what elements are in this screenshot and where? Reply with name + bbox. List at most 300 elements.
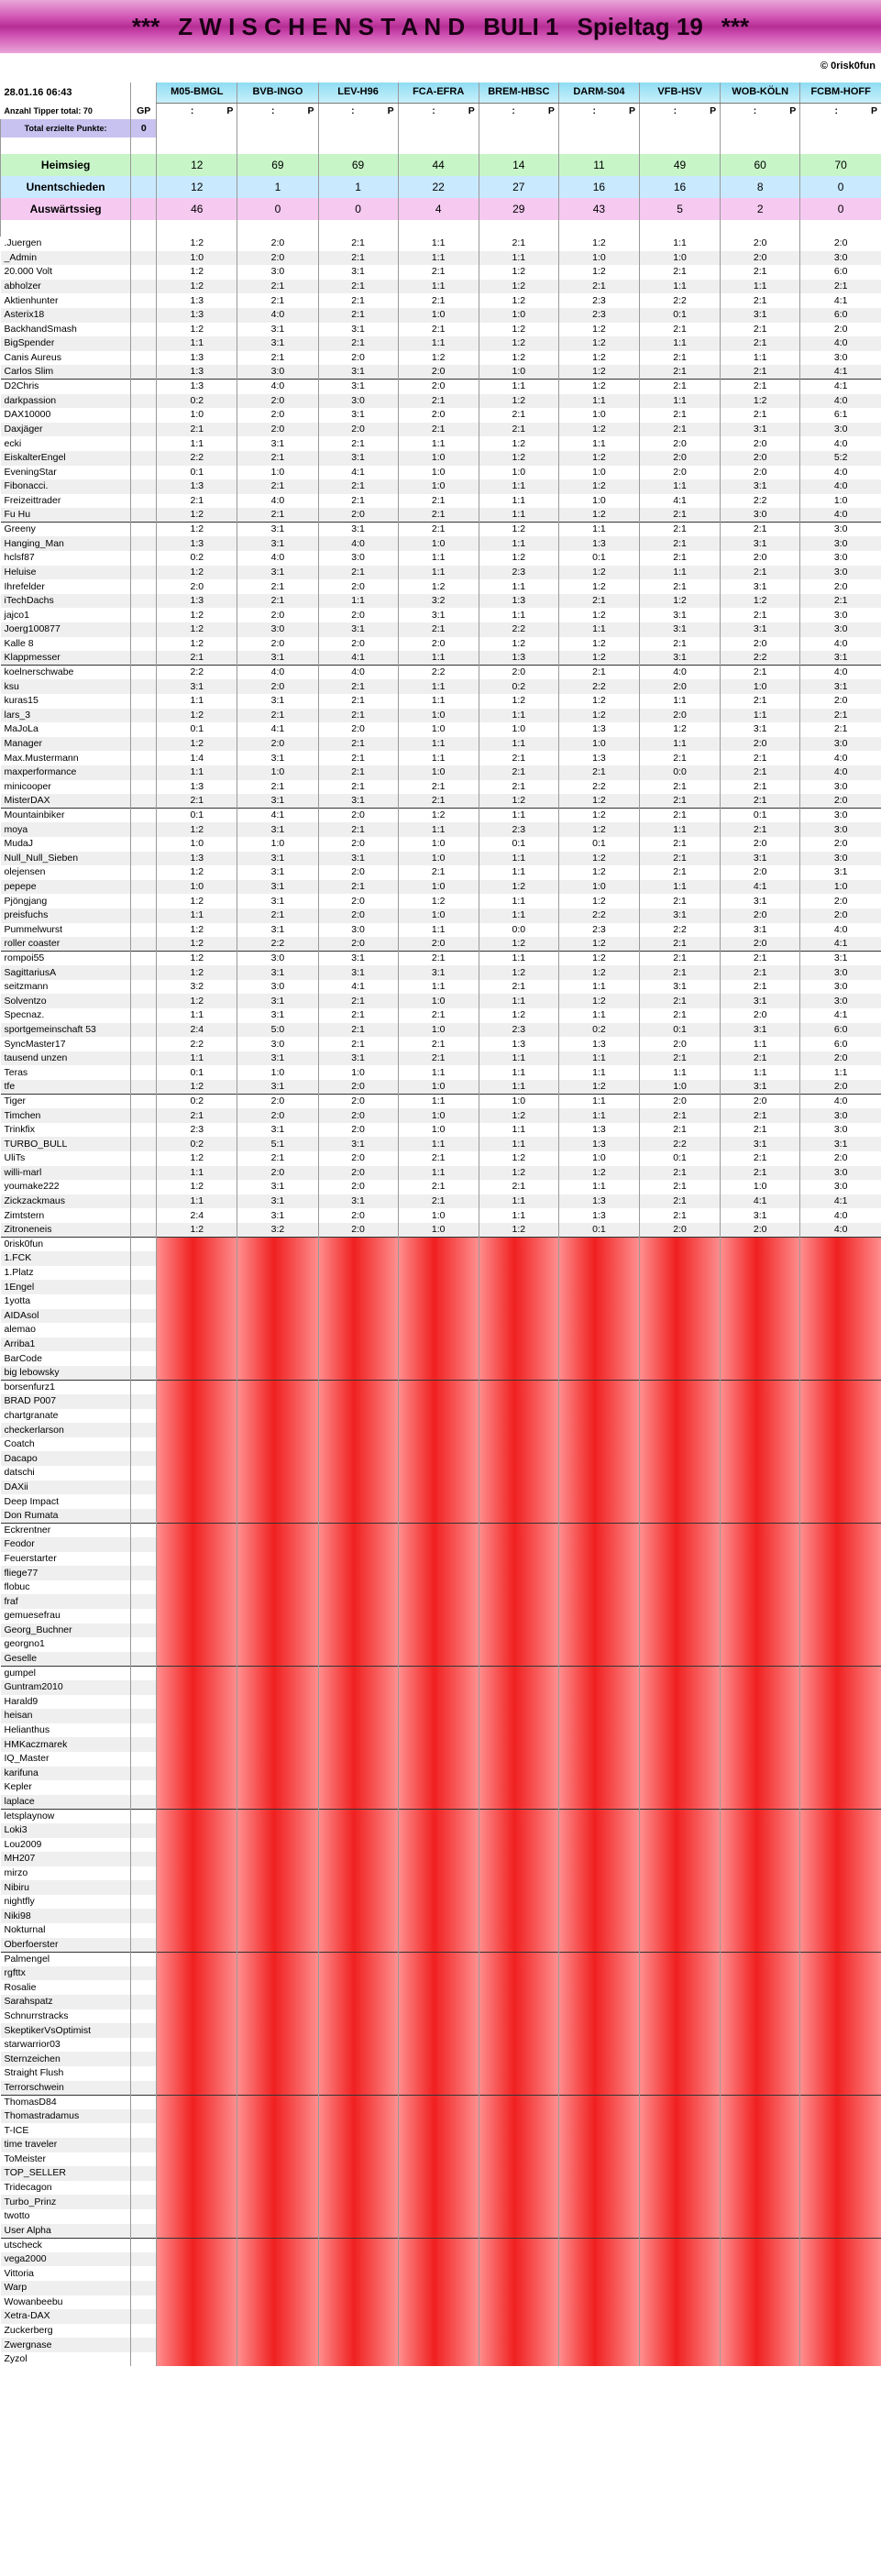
hidden-tip-cell xyxy=(558,1838,639,1853)
player-tip: 2:1 xyxy=(640,952,721,966)
hidden-tip-cell xyxy=(479,1523,558,1537)
hidden-tip-cell xyxy=(640,1980,721,1995)
player-tip: 3:1 xyxy=(318,1137,398,1151)
hidden-tip-cell xyxy=(558,2309,639,2324)
player-name: moya xyxy=(1,822,131,837)
hidden-tip-cell xyxy=(558,1338,639,1352)
hidden-tip-cell xyxy=(800,2195,881,2209)
hidden-tip-cell xyxy=(318,2166,398,2181)
player-tip: 1:2 xyxy=(157,566,237,580)
player-tip: 1:2 xyxy=(157,923,237,938)
player-gp xyxy=(131,1637,157,1652)
hidden-tip-cell xyxy=(640,1823,721,1838)
hidden-tip-cell xyxy=(398,1238,479,1252)
tip-points-header xyxy=(237,103,318,119)
player-tip: 1:2 xyxy=(479,1108,558,1123)
player-row xyxy=(1,394,881,409)
player-gp xyxy=(131,1238,157,1252)
hidden-tip-cell xyxy=(721,1366,800,1381)
spacer xyxy=(558,220,639,237)
hidden-tip-cell xyxy=(398,1609,479,1624)
player-tip: 0:2 xyxy=(157,1137,237,1151)
player-tip: 4:0 xyxy=(318,666,398,680)
hidden-tip-cell xyxy=(640,1351,721,1366)
player-row-hidden xyxy=(1,1451,881,1466)
hidden-tip-cell xyxy=(721,1866,800,1881)
player-name: Klappmesser xyxy=(1,651,131,666)
player-tip: 2:1 xyxy=(318,880,398,895)
hidden-tip-cell xyxy=(558,2295,639,2310)
hidden-tip-cell xyxy=(157,2338,237,2352)
hidden-tip-cell xyxy=(558,1251,639,1266)
player-tip: 1:0 xyxy=(398,479,479,494)
hidden-tip-cell xyxy=(398,1451,479,1466)
hidden-tip-cell xyxy=(558,1752,639,1767)
player-gp xyxy=(131,2224,157,2239)
player-name: minicooper xyxy=(4,780,51,792)
player-gp xyxy=(131,1451,157,1466)
player-tip: 2:0 xyxy=(398,637,479,652)
hidden-tip-cell xyxy=(721,2352,800,2367)
player-tip: 2:1 xyxy=(721,608,800,622)
player-tip: 3:1 xyxy=(237,436,318,451)
hidden-tip-cell xyxy=(318,1423,398,1437)
player-tip: 1:1 xyxy=(398,566,479,580)
spacer xyxy=(558,138,639,154)
hidden-tip-cell xyxy=(318,2095,398,2109)
hidden-tip-cell xyxy=(237,2095,318,2109)
player-tip: 1:0 xyxy=(237,466,318,480)
player-tip: 1:1 xyxy=(721,1037,800,1051)
hidden-tip-cell xyxy=(558,1966,639,1981)
player-gp xyxy=(131,1624,157,1638)
player-tip: 2:1 xyxy=(479,408,558,423)
player-tip: 4:0 xyxy=(640,666,721,680)
player-gp xyxy=(131,1880,157,1895)
hidden-tip-cell xyxy=(800,2238,881,2252)
player-tip: 4:0 xyxy=(318,536,398,551)
hidden-tip-cell xyxy=(398,1481,479,1495)
player-row xyxy=(1,809,881,823)
hidden-tip-cell xyxy=(479,1680,558,1695)
player-tip: 1:0 xyxy=(237,1065,318,1080)
player-tip: 2:1 xyxy=(721,980,800,995)
player-gp xyxy=(131,880,157,895)
hidden-tip-cell xyxy=(398,1880,479,1895)
player-name: Harald9 xyxy=(4,1695,39,1707)
game-header: VFB-HSV xyxy=(640,83,721,103)
player-tip: 1:2 xyxy=(558,952,639,966)
hidden-tip-cell xyxy=(398,1309,479,1324)
player-tip: 1:1 xyxy=(558,394,639,409)
player-gp xyxy=(131,1938,157,1953)
player-row xyxy=(1,737,881,752)
player-name: gemuesefrau xyxy=(4,1610,61,1622)
hidden-tip-cell xyxy=(558,1537,639,1552)
stats-row xyxy=(1,154,881,176)
player-tip: 2:1 xyxy=(721,1123,800,1138)
hidden-tip-cell xyxy=(479,1280,558,1294)
hidden-tip-cell xyxy=(640,1537,721,1552)
player-row xyxy=(1,251,881,266)
player-tip: 2:0 xyxy=(640,436,721,451)
player-tip: 1:2 xyxy=(558,479,639,494)
player-tip: 2:1 xyxy=(237,479,318,494)
player-gp xyxy=(131,1423,157,1437)
hidden-tip-cell xyxy=(157,1323,237,1338)
player-tip: 3:1 xyxy=(721,852,800,866)
player-tip: 3:1 xyxy=(318,1194,398,1209)
hidden-tip-cell xyxy=(237,1509,318,1524)
player-row-hidden xyxy=(1,2224,881,2239)
player-row xyxy=(1,952,881,966)
player-tip: 2:0 xyxy=(800,579,881,594)
player-row-hidden xyxy=(1,1752,881,1767)
player-gp xyxy=(131,722,157,737)
player-tip: 2:1 xyxy=(800,722,881,737)
player-name: HMKaczmarek xyxy=(1,1737,131,1752)
stats-value: 8 xyxy=(721,176,800,198)
player-tip: 2:0 xyxy=(318,1166,398,1181)
hidden-tip-cell xyxy=(800,1952,881,1966)
player-row-hidden xyxy=(1,1866,881,1881)
stats-value: 12 xyxy=(157,176,237,198)
player-tip: 4:0 xyxy=(800,466,881,480)
player-row xyxy=(1,594,881,609)
player-tip: 3:1 xyxy=(800,865,881,880)
hidden-tip-cell xyxy=(157,1552,237,1567)
player-tip: 3:1 xyxy=(721,536,800,551)
hidden-tip-cell xyxy=(721,1895,800,1910)
player-tip: 2:1 xyxy=(721,965,800,980)
player-tip: 2:1 xyxy=(721,694,800,709)
hidden-tip-cell xyxy=(640,2138,721,2152)
player-tip: 2:0 xyxy=(318,351,398,366)
hidden-tip-cell xyxy=(318,1652,398,1667)
player-name: Vittoria xyxy=(4,2267,34,2279)
player-tip: 2:1 xyxy=(318,308,398,323)
stats-gp xyxy=(131,154,157,176)
player-tip: 1:0 xyxy=(398,722,479,737)
player-row-hidden xyxy=(1,1394,881,1409)
points-col-label: P xyxy=(307,105,314,116)
hidden-tip-cell xyxy=(157,1509,237,1524)
player-gp xyxy=(131,2338,157,2352)
hidden-tip-cell xyxy=(479,1995,558,2009)
banner-matchday: Spieltag 19 xyxy=(577,12,703,40)
player-gp xyxy=(131,1523,157,1537)
player-tip: 2:1 xyxy=(237,579,318,594)
hidden-tip-cell xyxy=(640,2209,721,2224)
player-row-hidden xyxy=(1,2138,881,2152)
player-tip: 2:0 xyxy=(398,408,479,423)
player-row xyxy=(1,880,881,895)
total-empty xyxy=(318,119,398,138)
gp-header-empty xyxy=(131,83,157,103)
hidden-tip-cell xyxy=(237,1695,318,1710)
player-tip: 1:0 xyxy=(398,451,479,466)
hidden-tip-cell xyxy=(398,1680,479,1695)
player-tip: 1:2 xyxy=(558,423,639,437)
hidden-tip-cell xyxy=(479,1809,558,1823)
player-tip: 0:0 xyxy=(479,923,558,938)
player-tip: 1:0 xyxy=(558,251,639,266)
hidden-tip-cell xyxy=(721,1737,800,1752)
hidden-tip-cell xyxy=(721,2038,800,2053)
player-tip: 2:1 xyxy=(640,1180,721,1194)
hidden-tip-cell xyxy=(800,1366,881,1381)
hidden-tip-cell xyxy=(398,1280,479,1294)
player-name: Coatch xyxy=(4,1438,35,1450)
spacer xyxy=(640,138,721,154)
hidden-tip-cell xyxy=(800,1823,881,1838)
hidden-tip-cell xyxy=(157,1709,237,1723)
player-row xyxy=(1,265,881,280)
player-gp xyxy=(131,2352,157,2367)
player-tip: 1:2 xyxy=(479,1008,558,1023)
hidden-tip-cell xyxy=(237,2238,318,2252)
hidden-tip-cell xyxy=(237,2009,318,2024)
hidden-tip-cell xyxy=(237,2123,318,2138)
player-gp xyxy=(131,1280,157,1294)
player-name: Deep Impact xyxy=(4,1495,60,1507)
hidden-tip-cell xyxy=(479,1652,558,1667)
player-row xyxy=(1,508,881,523)
hidden-tip-cell xyxy=(640,1409,721,1424)
hidden-tip-cell xyxy=(398,2266,479,2281)
player-tip: 1:3 xyxy=(558,1137,639,1151)
player-row-hidden xyxy=(1,1537,881,1552)
player-tip: 3:1 xyxy=(237,923,318,938)
player-gp xyxy=(131,2109,157,2124)
hidden-tip-cell xyxy=(479,1767,558,1781)
player-name: Pummelwurst xyxy=(4,923,63,935)
hidden-tip-cell xyxy=(800,1351,881,1366)
hidden-tip-cell xyxy=(558,2066,639,2081)
hidden-tip-cell xyxy=(721,1652,800,1667)
hidden-tip-cell xyxy=(558,2281,639,2295)
player-name: maxperformance xyxy=(1,765,131,780)
player-tip: 1:2 xyxy=(558,566,639,580)
player-tip: 0:1 xyxy=(157,722,237,737)
player-name: Guntram2010 xyxy=(1,1680,131,1695)
player-tip: 3:0 xyxy=(800,965,881,980)
player-name: Timchen xyxy=(1,1108,131,1123)
hidden-tip-cell xyxy=(558,1394,639,1409)
player-tip: 3:1 xyxy=(237,1008,318,1023)
player-tip: 3:1 xyxy=(237,523,318,537)
player-tip: 3:0 xyxy=(237,1037,318,1051)
player-row xyxy=(1,323,881,337)
hidden-tip-cell xyxy=(800,2295,881,2310)
hidden-tip-cell xyxy=(157,1637,237,1652)
hidden-tip-cell xyxy=(318,1938,398,1953)
player-name: EveningStar xyxy=(4,466,57,478)
player-name: Thomastradamus xyxy=(1,2109,131,2124)
hidden-tip-cell xyxy=(800,1238,881,1252)
stats-value: 1 xyxy=(237,176,318,198)
hidden-tip-cell xyxy=(800,1294,881,1309)
hidden-tip-cell xyxy=(318,2224,398,2239)
player-gp xyxy=(131,579,157,594)
player-tip: 2:0 xyxy=(318,579,398,594)
hidden-tip-cell xyxy=(398,1895,479,1910)
player-tip: 1:2 xyxy=(479,551,558,566)
player-tip: 3:1 xyxy=(721,1137,800,1151)
hidden-tip-cell xyxy=(800,1451,881,1466)
player-name: youmake222 xyxy=(4,1181,60,1193)
player-row-hidden xyxy=(1,1895,881,1910)
hidden-tip-cell xyxy=(800,1923,881,1938)
player-gp xyxy=(131,1923,157,1938)
player-tip: 1:1 xyxy=(640,566,721,580)
player-row xyxy=(1,436,881,451)
hidden-tip-cell xyxy=(398,1437,479,1452)
hidden-tip-cell xyxy=(721,2152,800,2167)
player-row-hidden xyxy=(1,1294,881,1309)
player-tip: 1:2 xyxy=(479,293,558,308)
hidden-tip-cell xyxy=(479,1351,558,1366)
game-header: DARM-S04 xyxy=(558,83,639,103)
player-tip: 3:1 xyxy=(318,523,398,537)
player-name: Kalle 8 xyxy=(4,637,34,649)
tip-points-header xyxy=(318,103,398,119)
player-tip: 3:1 xyxy=(318,380,398,394)
player-tip: 3:1 xyxy=(800,1137,881,1151)
hidden-tip-cell xyxy=(558,1309,639,1324)
hidden-tip-cell xyxy=(398,1294,479,1309)
hidden-tip-cell xyxy=(479,1594,558,1609)
tip-col-label: : xyxy=(432,105,435,116)
player-name: Kepler xyxy=(4,1781,32,1793)
player-name: Fu Hu xyxy=(1,508,131,523)
hidden-tip-cell xyxy=(318,2266,398,2281)
player-row-hidden xyxy=(1,1909,881,1923)
hidden-tip-cell xyxy=(479,2281,558,2295)
player-name: _Admin xyxy=(1,251,131,266)
player-tip: 1:0 xyxy=(640,1080,721,1095)
hidden-tip-cell xyxy=(640,1423,721,1437)
player-tip: 2:1 xyxy=(558,594,639,609)
hidden-tip-cell xyxy=(157,2095,237,2109)
player-tip: 3:0 xyxy=(721,508,800,523)
hidden-tip-cell xyxy=(721,1823,800,1838)
hidden-tip-cell xyxy=(721,1666,800,1680)
player-tip: 1:0 xyxy=(157,837,237,852)
player-tip: 1:2 xyxy=(479,937,558,952)
hidden-tip-cell xyxy=(558,1351,639,1366)
player-name: Georg_Buchner xyxy=(1,1624,131,1638)
hidden-tip-cell xyxy=(398,1980,479,1995)
player-tip: 1:2 xyxy=(157,637,237,652)
player-tip: 3:1 xyxy=(318,451,398,466)
hidden-tip-cell xyxy=(398,2038,479,2053)
stats-value: 5 xyxy=(640,198,721,220)
hidden-tip-cell xyxy=(157,1580,237,1595)
hidden-tip-cell xyxy=(721,2166,800,2181)
player-row-hidden xyxy=(1,2052,881,2066)
player-name: BarCode xyxy=(4,1352,42,1364)
hidden-tip-cell xyxy=(237,1338,318,1352)
player-row xyxy=(1,722,881,737)
hidden-tip-cell xyxy=(479,2266,558,2281)
hidden-tip-cell xyxy=(237,2038,318,2053)
hidden-tip-cell xyxy=(479,1838,558,1853)
player-row-hidden xyxy=(1,2066,881,2081)
player-tip: 2:1 xyxy=(640,265,721,280)
hidden-tip-cell xyxy=(800,2252,881,2267)
player-row-hidden xyxy=(1,2209,881,2224)
hidden-tip-cell xyxy=(640,1466,721,1481)
player-row-hidden xyxy=(1,2324,881,2339)
hidden-tip-cell xyxy=(398,2252,479,2267)
player-tip: 2:0 xyxy=(800,1080,881,1095)
hidden-tip-cell xyxy=(318,1409,398,1424)
hidden-tip-cell xyxy=(640,1809,721,1823)
hidden-tip-cell xyxy=(237,1624,318,1638)
hidden-tip-cell xyxy=(237,1266,318,1281)
player-name: Aktienhunter xyxy=(4,294,59,306)
player-tip: 6:0 xyxy=(800,1037,881,1051)
hidden-tip-cell xyxy=(157,1952,237,1966)
hidden-tip-cell xyxy=(237,1652,318,1667)
tip-points-header xyxy=(800,103,881,119)
hidden-tip-cell xyxy=(157,1795,237,1810)
player-tip: 1:1 xyxy=(157,336,237,351)
hidden-tip-cell xyxy=(558,1423,639,1437)
standings-table xyxy=(0,83,881,2366)
player-tip: 1:2 xyxy=(721,594,800,609)
hidden-tip-cell xyxy=(640,1366,721,1381)
player-tip: 0:1 xyxy=(558,837,639,852)
stats-value: 60 xyxy=(721,154,800,176)
player-tip: 1:2 xyxy=(558,994,639,1008)
player-tip: 2:0 xyxy=(721,466,800,480)
player-tip: 3:0 xyxy=(318,551,398,566)
hidden-tip-cell xyxy=(318,1509,398,1524)
stats-value: 16 xyxy=(640,176,721,198)
player-tip: 1:1 xyxy=(640,1065,721,1080)
hidden-tip-cell xyxy=(640,1566,721,1580)
player-gp xyxy=(131,2138,157,2152)
player-name: D2Chris xyxy=(1,380,131,394)
player-tip: 4:1 xyxy=(318,651,398,666)
player-tip: 2:1 xyxy=(237,351,318,366)
player-tip: 2:1 xyxy=(800,280,881,294)
player-tip: 1:3 xyxy=(157,365,237,380)
total-empty xyxy=(721,119,800,138)
spacer-row xyxy=(1,220,881,237)
hidden-tip-cell xyxy=(721,2095,800,2109)
stats-value: 49 xyxy=(640,154,721,176)
player-gp xyxy=(131,952,157,966)
hidden-tip-cell xyxy=(800,2109,881,2124)
hidden-tip-cell xyxy=(721,2281,800,2295)
player-tip: 1:2 xyxy=(558,351,639,366)
player-tip: 2:1 xyxy=(237,780,318,795)
hidden-tip-cell xyxy=(479,1323,558,1338)
hidden-tip-cell xyxy=(479,2023,558,2038)
player-name: nightfly xyxy=(4,1896,35,1908)
player-tip: 0:1 xyxy=(558,551,639,566)
player-tip: 1:0 xyxy=(398,837,479,852)
player-tip: 1:2 xyxy=(157,1151,237,1166)
player-tip: 1:2 xyxy=(157,994,237,1008)
hidden-tip-cell xyxy=(800,1323,881,1338)
hidden-tip-cell xyxy=(318,1609,398,1624)
player-row-hidden xyxy=(1,1566,881,1580)
player-tip: 3:1 xyxy=(237,1194,318,1209)
